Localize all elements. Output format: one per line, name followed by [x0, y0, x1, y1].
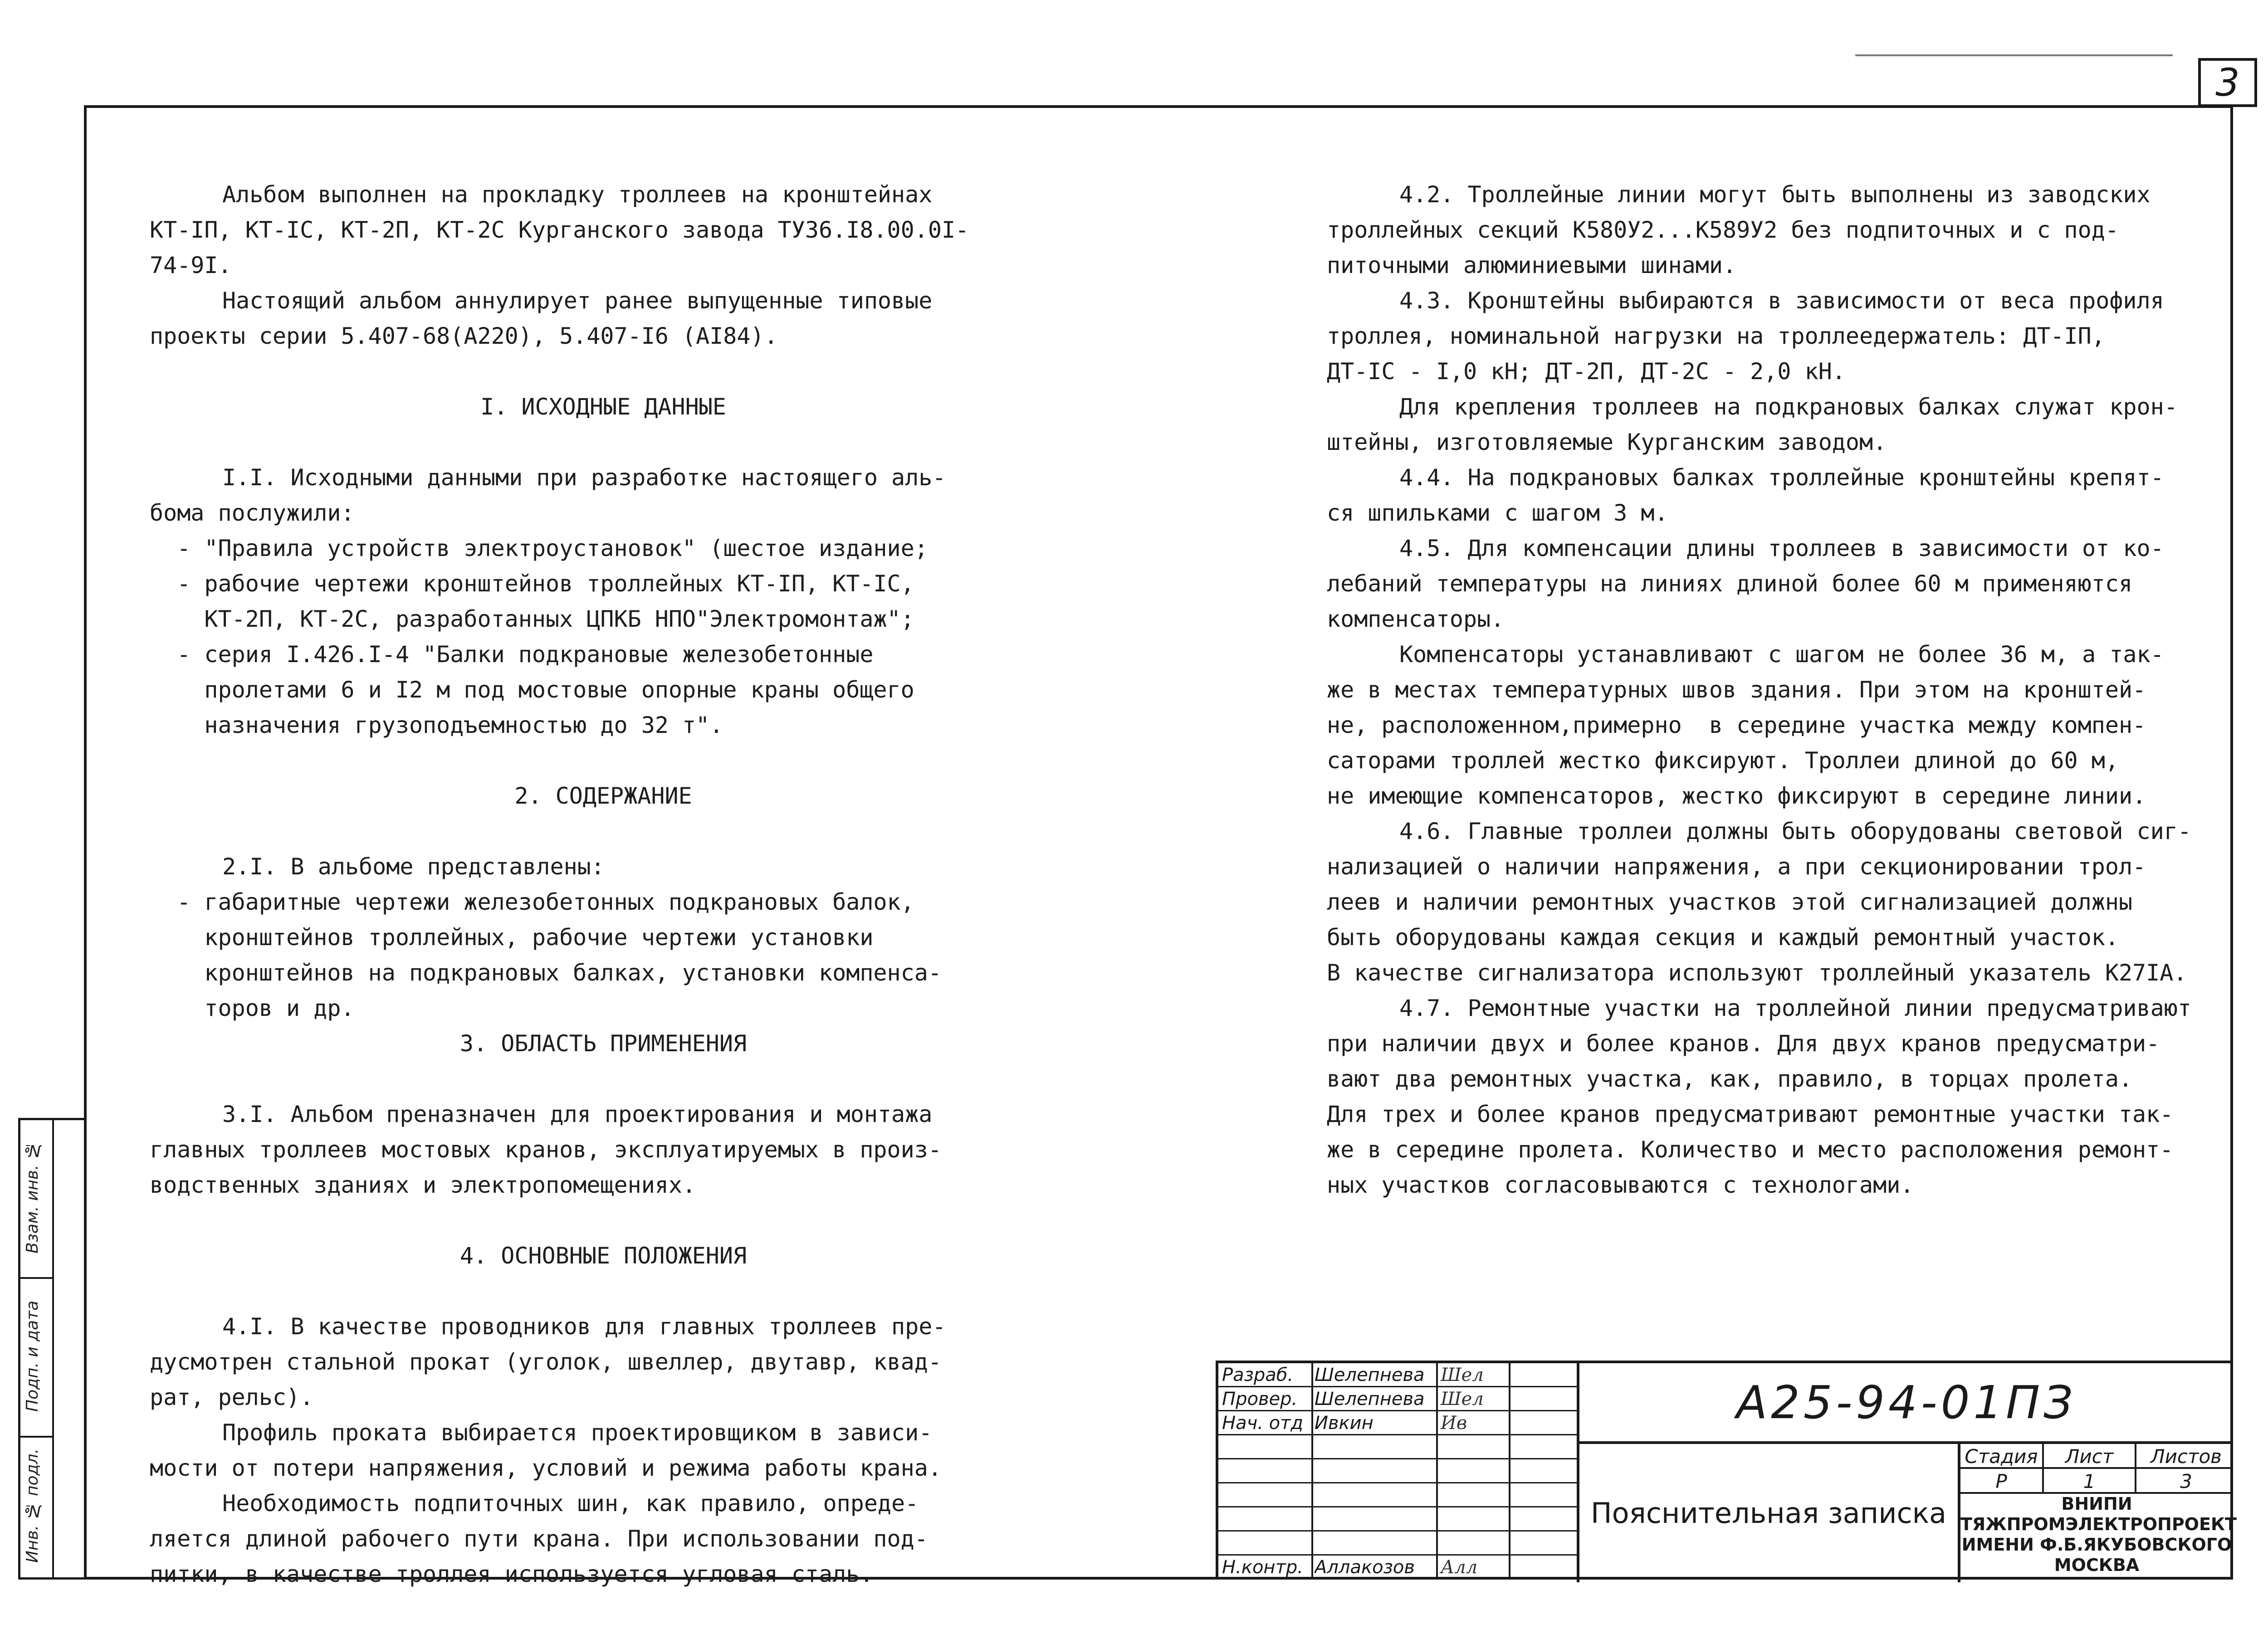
text-line: главных троллеев мостовых кранов, эксплуатируемых в произ- [150, 1136, 942, 1163]
text-line: ся шпильками с шагом 3 м. [1327, 500, 1668, 526]
text-line: троллея, номинальной нагрузки на троллеедержатель: ДТ-IП, [1327, 323, 2105, 349]
text-line: 4.6. Главные троллеи должны быть оборудованы световой сиг- [1399, 818, 2191, 844]
section-heading: 4. ОСНОВНЫЕ ПОЛОЖЕНИЯ [459, 1243, 747, 1269]
text-line: рат, рельс). [150, 1384, 314, 1410]
person-name: Аллакозов [1315, 1557, 1415, 1578]
text-line: В качестве сигнализатора используют троллейный указатель К27IА. [1327, 960, 2187, 986]
text-line: ДТ-IС - I,0 кН; ДТ-2П, ДТ-2С - 2,0 кН. [1327, 358, 1846, 385]
top-rule [1855, 54, 2173, 56]
sheet-info-header-row [1960, 1444, 2233, 1469]
text-line: 4.4. На подкрановых балках троллейные кронштейны крепят- [1399, 464, 2164, 491]
text-line: ных участков согласовываются с технологами. [1327, 1172, 1914, 1198]
paragraph-gap [150, 743, 1057, 778]
sheets-header: Листов [2151, 1445, 2222, 1468]
title-block [1216, 1361, 2237, 1580]
text-line: мости от потери напряжения, условий и режима работы крана. [150, 1455, 942, 1481]
page-number: 3 [2198, 58, 2257, 107]
section-heading: I. ИСХОДНЫЕ ДАННЫЕ [480, 394, 726, 420]
text-line: быть оборудованы каждая секция и каждый ремонтный участок. [1327, 924, 2119, 951]
text-line: вают два ремонтных участка, как, правило, в торцах пролета. [1327, 1066, 2133, 1092]
paragraph-gap [150, 1061, 1057, 1097]
title-block-row [1218, 1532, 1577, 1556]
section-heading: 2. СОДЕРЖАНИЕ [514, 783, 692, 809]
text-line: троллейных секций К580У2...К589У2 без подпиточных и с под- [1327, 217, 2119, 243]
text-line: нализацией о наличии напряжения, а при секционировании трол- [1327, 854, 2146, 880]
text-line: компенсаторы. [1327, 606, 1505, 632]
title-block-row [1218, 1387, 1577, 1411]
text-line: - габаритные чертежи железобетонных подкрановых балок, [150, 889, 914, 915]
title-block-signature-grid [1218, 1363, 1577, 1580]
signature: Ив [1441, 1413, 1467, 1434]
side-stamp-label: Инв. № подл. [23, 1449, 42, 1563]
text-line: Компенсаторы устанавливают с шагом не более 36 м, а так- [1399, 641, 2164, 668]
side-stamp [18, 1118, 84, 1580]
sheet-info [1958, 1444, 2237, 1582]
text-line: I.I. Исходными данными при разработке настоящего аль- [222, 464, 946, 491]
sheets-value: 3 [2180, 1470, 2192, 1493]
text-line: КТ-2П, КТ-2С, разработанных ЦПКБ НПО"Электромонтаж"; [150, 606, 914, 632]
text-line: Настоящий альбом аннулирует ранее выпущенные типовые [222, 288, 933, 314]
title-block-row [1218, 1556, 1577, 1580]
stage-header: Стадия [1960, 1444, 2044, 1469]
paragraph-gap [150, 1273, 1057, 1309]
title-block-row [1218, 1363, 1577, 1387]
paragraph-gap [150, 814, 1057, 849]
text-line: торов и др. [150, 995, 355, 1021]
text-line: 3.I. Альбом преназначен для проектирования и монтажа [222, 1101, 933, 1127]
document-code-area [1577, 1363, 2233, 1444]
text-line: пролетами 6 и I2 м под мостовые опорные краны общего [150, 677, 914, 703]
text-line: ляется длиной рабочего пути крана. При использовании под- [150, 1526, 928, 1552]
person-name: Шелепнева [1315, 1365, 1425, 1385]
text-line: водственных зданиях и электропомещениях. [150, 1172, 696, 1198]
paragraph-gap [150, 354, 1057, 389]
text-line: 4.3. Кронштейны выбираются в зависимости от веса профиля [1399, 288, 2164, 314]
text-line: штейны, изготовляемые Курганским заводом. [1327, 429, 1887, 455]
text-line: не имеющие компенсаторов, жестко фиксируют в середине линии. [1327, 783, 2146, 809]
organization-line: ВНИПИ [2061, 1494, 2132, 1514]
role-label: Н.контр. [1222, 1557, 1303, 1578]
text-line: 4.2. Троллейные линии могут быть выполнены из заводских [1399, 181, 2151, 208]
role-label: Разраб. [1222, 1365, 1294, 1385]
person-name: Ивкин [1315, 1413, 1374, 1434]
paragraph-gap [150, 1203, 1057, 1238]
organization-line: МОСКВА [2054, 1555, 2140, 1575]
side-stamp-label: Подп. и дата [23, 1300, 42, 1412]
text-line: кронштейнов на подкрановых балках, установки компенса- [150, 960, 942, 986]
signature: Шел [1441, 1365, 1484, 1385]
text-line: Для крепления троллеев на подкрановых балках служат крон- [1399, 394, 2178, 420]
text-line: назначения грузоподъемностью до 32 т". [150, 712, 723, 738]
signature: Алл [1441, 1557, 1478, 1578]
organization [1960, 1494, 2237, 1582]
sheet-value: 1 [2044, 1469, 2136, 1494]
section-heading: 3. ОБЛАСТЬ ПРИМЕНЕНИЯ [459, 1030, 747, 1057]
role-label: Провер. [1222, 1389, 1298, 1410]
stage-value: Р [1960, 1469, 2044, 1494]
title-block-row [1218, 1435, 1577, 1459]
text-line: дусмотрен стальной прокат (уголок, швеллер, двутавр, квад- [150, 1349, 942, 1375]
title-block-row [1218, 1459, 1577, 1483]
text-line: питочными алюминиевыми шинами. [1327, 252, 1737, 278]
role-label: Нач. отд [1222, 1413, 1304, 1434]
right-text-column [1327, 177, 2225, 1203]
text-line: Профиль проката выбирается проектировщиком в зависи- [222, 1419, 933, 1446]
text-line: бома послужили: [150, 500, 355, 526]
title-block-row [1218, 1483, 1577, 1507]
text-line: лебаний температуры на линиях длиной более 60 м применяются [1327, 571, 2133, 597]
signature: Шел [1441, 1389, 1484, 1410]
text-line: 4.I. В качестве проводников для главных троллеев пре- [222, 1313, 946, 1340]
sheet-info-value-row [1960, 1469, 2233, 1494]
side-stamp-divider [52, 1120, 54, 1577]
text-line: кронштейнов троллейных, рабочие чертежи установки [150, 924, 874, 951]
text-line: КТ-IП, КТ-IС, КТ-2П, КТ-2С Курганского завода ТУ36.I8.00.0I- [150, 217, 969, 243]
text-line: саторами троллей жестко фиксируют. Троллеи длиной до 60 м, [1327, 747, 2119, 774]
text-line: Альбом выполнен на прокладку троллеев на кронштейнах [222, 181, 933, 208]
text-line: 4.5. Для компенсации длины троллеев в зависимости от ко- [1399, 535, 2164, 561]
text-line: Для трех и более кранов предусматривают ремонтные участки так- [1327, 1101, 2174, 1127]
text-line: - рабочие чертежи кронштейнов троллейных КТ-IП, КТ-IС, [150, 571, 914, 597]
document-name: Пояснительная записка [1577, 1444, 1958, 1582]
text-line: 4.7. Ремонтные участки на троллейной линии предусматривают [1399, 995, 2191, 1021]
text-line: же в местах температурных швов здания. При этом на кронштей- [1327, 677, 2146, 703]
side-stamp-label: Взам. инв. № [23, 1141, 42, 1254]
document-code: А25-94-01ПЗ [1736, 1375, 2077, 1429]
text-line: леев и наличии ремонтных участков этой сигнализацией должны [1327, 889, 2133, 915]
text-line: 2.I. В альбоме представлены: [222, 854, 605, 880]
text-line: проекты серии 5.407-68(А220), 5.407-I6 (АI84). [150, 323, 778, 349]
text-line: не, расположенном,примерно в середине участка между компен- [1327, 712, 2146, 738]
title-block-row [1218, 1507, 1577, 1532]
text-line: при наличии двух и более кранов. Для двух кранов предусматри- [1327, 1030, 2160, 1057]
organization-line: ТЯЖПРОМЭЛЕКТРОПРОЕКТ [1960, 1514, 2237, 1534]
text-line: питки, в качестве троллея используется угловая сталь. [150, 1561, 874, 1587]
paragraph-gap [150, 424, 1057, 460]
left-text-column [150, 177, 1057, 1592]
text-line: 74-9I. [150, 252, 232, 278]
text-line: - "Правила устройств электроустановок" (шестое издание; [150, 535, 928, 561]
text-line: - серия I.426.I-4 "Балки подкрановые железобетонные [150, 641, 874, 668]
text-line: же в середине пролета. Количество и место расположения ремонт- [1327, 1136, 2174, 1163]
text-line: Необходимость подпиточных шин, как правило, опреде- [222, 1490, 919, 1517]
title-block-row [1218, 1411, 1577, 1435]
person-name: Шелепнева [1315, 1389, 1425, 1410]
sheet-header: Лист [2044, 1444, 2136, 1469]
organization-line: ИМЕНИ Ф.Б.ЯКУБОВСКОГО [1961, 1535, 2232, 1555]
